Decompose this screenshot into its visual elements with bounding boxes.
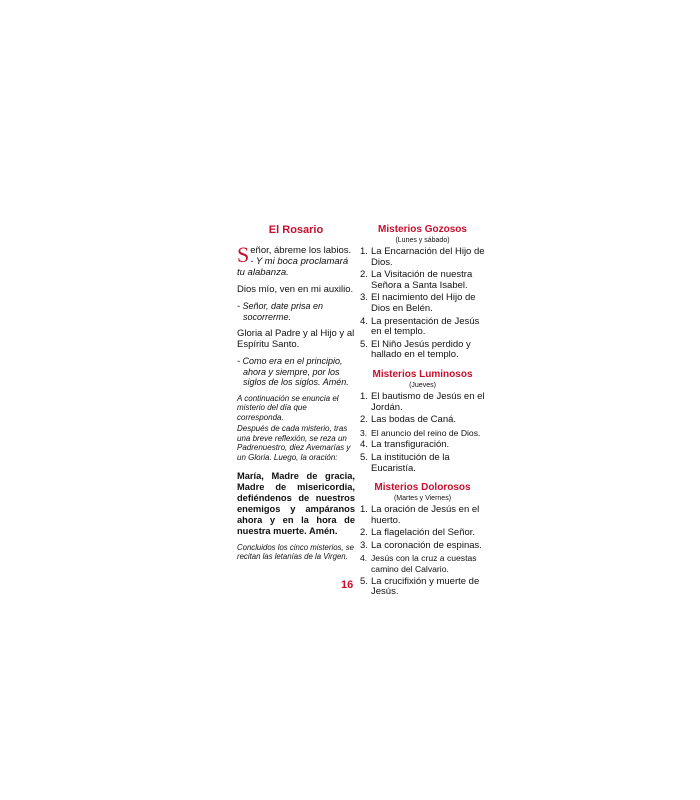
- response-1: - Y mi boca proclamará tu alabanza.: [237, 256, 349, 278]
- rosario-title: El Rosario: [268, 224, 324, 236]
- closing-prayer: María, Madre de gracia, Madre de misericordia, defiéndenos de nuestros enemigos y ampáranos ahora y en la hora de nuestra muerte. Amén.: [237, 470, 355, 536]
- dolorosos-list: [360, 505, 485, 598]
- list-item: 4. La transfiguración.: [360, 439, 450, 451]
- luminosos-title: Misterios Luminosos: [372, 368, 473, 380]
- list-item: 5. La institución de la Eucaristía.: [360, 451, 450, 474]
- dolorosos-section: [360, 482, 485, 598]
- list-item: 5. La crucifixión y muerte de Jesús.: [360, 575, 480, 598]
- list-item: 1. La oración de Jesús en el huerto.: [360, 504, 480, 526]
- gozosos-days: (Lunes y sábado): [395, 237, 450, 244]
- luminosos-list: [360, 392, 485, 474]
- list-item: 5. El Niño Jesús perdido y hallado en el templo.: [360, 338, 471, 361]
- list-item: 2. La flagelación del Señor.: [360, 527, 476, 539]
- list-item: 2. Las bodas de Caná.: [360, 414, 457, 426]
- dropcap: S: [237, 242, 250, 267]
- list-item: 2. La Visitación de nuestra Señora a Santa Isabel.: [360, 269, 473, 291]
- gozosos-title: Misterios Gozosos: [378, 224, 467, 235]
- gloria: Gloria al Padre y al Hijo y al Espíritu Santo.: [237, 328, 355, 350]
- versicle-2: Dios mío, ven en mi auxilio.: [237, 284, 354, 295]
- list-item: 4. Jesús con la cruz a cuestas camino del Calvario.: [360, 553, 477, 575]
- gozosos-list: [360, 247, 485, 361]
- response-2: - Señor, date prisa en socorrerme.: [237, 301, 324, 322]
- response-3: - Como era en el principio, ahora y siempre, por los siglos de los siglos. Amén.: [237, 356, 349, 387]
- dolorosos-title: Misterios Dolorosos: [374, 482, 471, 494]
- list-item: 1. La Encarnación del Hijo de Dios.: [360, 246, 485, 268]
- gozosos-section: [360, 224, 485, 361]
- list-item: 3. El anuncio del reino de Dios.: [360, 427, 481, 438]
- dolorosos-days: (Martes y Viernes): [393, 495, 452, 503]
- mysteries-column: [360, 224, 485, 606]
- instruction-1: A continuación se enuncia el misterio del día que corresponda.: [237, 393, 339, 422]
- instruction-2: Después de cada misterio, tras una breve reflexión, se reza un Padrenuestro, diez Avemarías y un Gloria. Luego, la oración:: [237, 424, 351, 463]
- luminosos-section: [360, 369, 485, 474]
- luminosos-days: (Jueves): [409, 381, 436, 389]
- list-item: 4. La presentación de Jesús en el templo.: [360, 315, 480, 338]
- list-item: 3. El nacimiento del Hijo de Dios en Belén.: [360, 292, 476, 314]
- rosario-column: [237, 224, 355, 562]
- list-item: 3. La coronación de espinas.: [360, 539, 482, 551]
- opening-text: eñor, ábreme los labios.: [250, 245, 352, 256]
- opening-versicle: [237, 242, 355, 278]
- list-item: 1. El bautismo de Jesús en el Jordán.: [360, 390, 485, 413]
- conclusion-note: Concluidos los cinco misterios, se recitan las letanías de la Virgen.: [237, 542, 354, 562]
- page-number: 16: [341, 579, 354, 591]
